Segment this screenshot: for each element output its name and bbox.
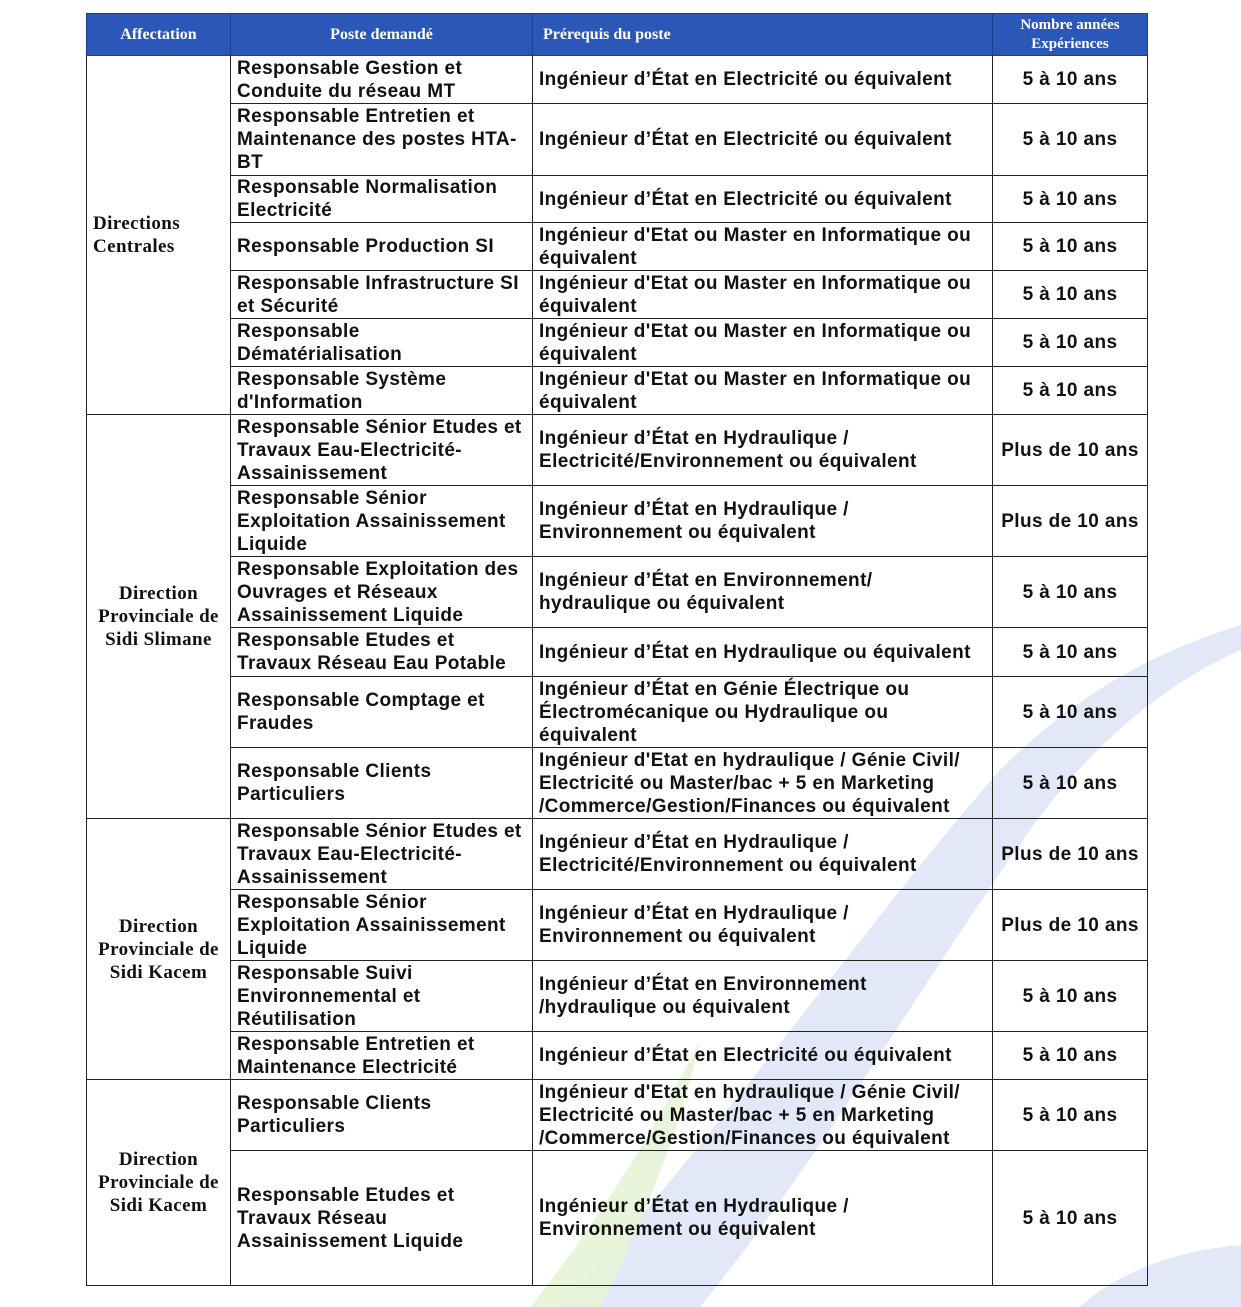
experience-cell: 5 à 10 ans [993, 319, 1148, 367]
poste-cell: Responsable Etudes et Travaux Réseau Assainissement Liquide [231, 1151, 533, 1286]
prerequis-cell: Ingénieur d’État en Electricité ou équivalent [533, 176, 993, 223]
table-row [87, 748, 1148, 819]
poste-cell: Responsable Production SI [231, 223, 533, 271]
prerequis-cell: Ingénieur d’État en Environnement /hydraulique ou équivalent [533, 961, 993, 1032]
prerequis-cell: Ingénieur d’État en Hydraulique / Electricité/Environnement ou équivalent [533, 415, 993, 486]
table-row [87, 677, 1148, 748]
prerequis-cell: Ingénieur d'Etat en hydraulique / Génie Civil/ Electricité ou Master/bac + 5 en Marketing /Commerce/Gestion/Finances ou équivalent [533, 1080, 993, 1151]
prerequis-cell: Ingénieur d'Etat ou Master en Informatique ou équivalent [533, 271, 993, 319]
experience-cell: 5 à 10 ans [993, 1151, 1148, 1286]
experience-cell: 5 à 10 ans [993, 367, 1148, 415]
poste-cell: Responsable Exploitation des Ouvrages et Réseaux Assainissement Liquide [231, 557, 533, 628]
prerequis-cell: Ingénieur d’État en Hydraulique / Electricité/Environnement ou équivalent [533, 819, 993, 890]
experience-cell: 5 à 10 ans [993, 1032, 1148, 1080]
prerequis-cell: Ingénieur d’État en Hydraulique / Environnement ou équivalent [533, 890, 993, 961]
poste-cell: Responsable Sénior Exploitation Assainissement Liquide [231, 486, 533, 557]
header-poste: Poste demandé [231, 14, 533, 56]
experience-cell: 5 à 10 ans [993, 628, 1148, 677]
prerequis-cell: Ingénieur d’État en Electricité ou équivalent [533, 56, 993, 104]
poste-cell: Responsable Normalisation Electricité [231, 176, 533, 223]
affectation-cell: Directions Centrales [87, 56, 231, 415]
prerequis-cell: Ingénieur d'Etat en hydraulique / Génie Civil/ Electricité ou Master/bac + 5 en Marketing /Commerce/Gestion/Finances ou équivalent [533, 748, 993, 819]
experience-cell: Plus de 10 ans [993, 415, 1148, 486]
prerequis-cell: Ingénieur d’État en Environnement/ hydraulique ou équivalent [533, 557, 993, 628]
prerequis-cell: Ingénieur d’État en Génie Électrique ou Électromécanique ou Hydraulique ou équivalent [533, 677, 993, 748]
table-row [87, 1032, 1148, 1080]
prerequis-cell: Ingénieur d'Etat ou Master en Informatique ou équivalent [533, 367, 993, 415]
table-row [87, 628, 1148, 677]
poste-cell: Responsable Système d'Information [231, 367, 533, 415]
poste-cell: Responsable Etudes et Travaux Réseau Eau Potable [231, 628, 533, 677]
prerequis-cell: Ingénieur d’État en Hydraulique / Environnement ou équivalent [533, 486, 993, 557]
poste-cell: Responsable Infrastructure SI et Sécurité [231, 271, 533, 319]
poste-cell: Responsable Clients Particuliers [231, 748, 533, 819]
affectation-cell: Direction Provinciale de Sidi Kacem [87, 1080, 231, 1286]
poste-cell: Responsable Sénior Etudes et Travaux Eau-Electricité-Assainissement [231, 819, 533, 890]
experience-cell: 5 à 10 ans [993, 176, 1148, 223]
experience-cell: 5 à 10 ans [993, 271, 1148, 319]
poste-cell: Responsable Clients Particuliers [231, 1080, 533, 1151]
table-row [87, 1151, 1148, 1286]
poste-cell: Responsable Comptage et Fraudes [231, 677, 533, 748]
prerequis-cell: Ingénieur d'Etat ou Master en Informatique ou équivalent [533, 319, 993, 367]
prerequis-cell: Ingénieur d’État en Hydraulique ou équivalent [533, 628, 993, 677]
poste-cell: Responsable Gestion et Conduite du réseau MT [231, 56, 533, 104]
table-row [87, 56, 1148, 104]
table-row [87, 819, 1148, 890]
poste-cell: Responsable Sénior Etudes et Travaux Eau-Electricité-Assainissement [231, 415, 533, 486]
prerequis-cell: Ingénieur d’État en Electricité ou équivalent [533, 1032, 993, 1080]
table-row [87, 176, 1148, 223]
experience-cell: 5 à 10 ans [993, 223, 1148, 271]
poste-cell: Responsable Entretien et Maintenance Electricité [231, 1032, 533, 1080]
header-affectation: Affectation [87, 14, 231, 56]
header-experience: Nombre années Expériences [993, 14, 1148, 56]
experience-cell: 5 à 10 ans [993, 1080, 1148, 1151]
poste-cell: Responsable Dématérialisation [231, 319, 533, 367]
header-prerequis: Prérequis du poste [533, 14, 993, 56]
prerequis-cell: Ingénieur d’État en Electricité ou équivalent [533, 104, 993, 176]
experience-cell: 5 à 10 ans [993, 961, 1148, 1032]
affectation-cell: Direction Provinciale de Sidi Slimane [87, 415, 231, 819]
job-table [86, 13, 1148, 1286]
table-row [87, 104, 1148, 176]
table-row [87, 961, 1148, 1032]
table-row [87, 557, 1148, 628]
experience-cell: Plus de 10 ans [993, 890, 1148, 961]
prerequis-cell: Ingénieur d’État en Hydraulique / Environnement ou équivalent [533, 1151, 993, 1286]
experience-cell: Plus de 10 ans [993, 819, 1148, 890]
poste-cell: Responsable Suivi Environnemental et Réutilisation [231, 961, 533, 1032]
experience-cell: Plus de 10 ans [993, 486, 1148, 557]
experience-cell: 5 à 10 ans [993, 748, 1148, 819]
experience-cell: 5 à 10 ans [993, 677, 1148, 748]
table-row [87, 890, 1148, 961]
affectation-cell: Direction Provinciale de Sidi Kacem [87, 819, 231, 1080]
table-row [87, 223, 1148, 271]
table-row [87, 319, 1148, 367]
prerequis-cell: Ingénieur d'Etat ou Master en Informatique ou équivalent [533, 223, 993, 271]
experience-cell: 5 à 10 ans [993, 104, 1148, 176]
table-row [87, 1080, 1148, 1151]
experience-cell: 5 à 10 ans [993, 557, 1148, 628]
table-row [87, 486, 1148, 557]
table-row [87, 367, 1148, 415]
table-row [87, 271, 1148, 319]
poste-cell: Responsable Entretien et Maintenance des postes HTA-BT [231, 104, 533, 176]
poste-cell: Responsable Sénior Exploitation Assainissement Liquide [231, 890, 533, 961]
experience-cell: 5 à 10 ans [993, 56, 1148, 104]
table-row [87, 415, 1148, 486]
header-row [87, 14, 1148, 56]
